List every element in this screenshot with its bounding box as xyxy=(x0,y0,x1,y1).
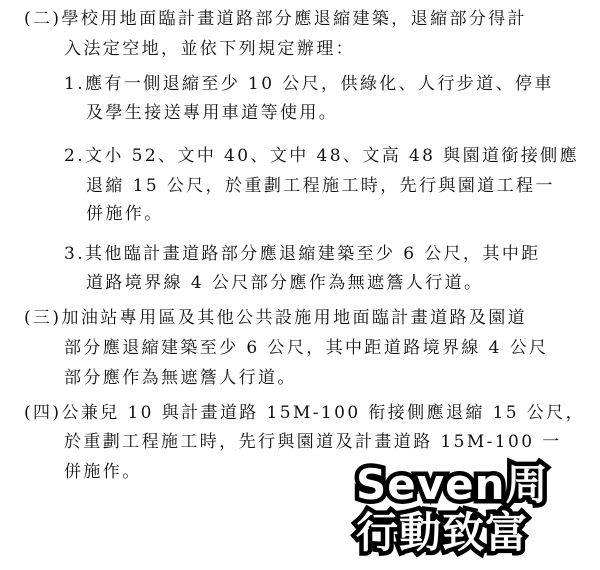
clause-2-line-1: (二)學校用地面臨計畫道路部分應退縮建築，退縮部分得計 xyxy=(24,9,528,29)
item-2-line-2: 退縮 15 公尺，於重劃工程施工時，先行與園道工程一 xyxy=(86,176,555,196)
watermark-line-1: Seven周 xyxy=(356,460,549,509)
clause-3-line-2: 部分應退縮建築至少 6 公尺，其中距道路境界線 4 公尺 xyxy=(64,338,549,358)
watermark-line-2: 行動致富 xyxy=(356,508,529,557)
clause-2-line-2: 入法定空地，並依下列規定辦理： xyxy=(64,39,355,59)
clause-3-line-1: (三)加油站專用區及其他公共設施用地面臨計畫道路及園道 xyxy=(24,308,528,328)
seven-watermark xyxy=(350,455,596,567)
item-1-line-2: 及學生接送專用車道等使用。 xyxy=(86,103,339,123)
item-3-line-1: 3.其他臨計畫道路部分應退縮建築至少 6 公尺，其中距 xyxy=(64,244,541,264)
clause-3-line-3: 部分應作為無遮簷人行道。 xyxy=(64,368,297,388)
clause-4-line-2: 於重劃工程施工時，先行與園道及計畫道路 15M-100 一 xyxy=(64,432,562,452)
item-2-line-3: 併施作。 xyxy=(86,204,164,224)
item-1-line-1: 1.應有一側退縮至少 10 公尺，供綠化、人行步道、停車 xyxy=(64,74,554,94)
clause-4-line-1: (四)公兼兒 10 與計畫道路 15M-100 衔接側應退縮 15 公尺， xyxy=(24,403,585,423)
item-3-line-2: 道路境界線 4 公尺部分應作為無遮簷人行道。 xyxy=(86,273,484,293)
clause-4-line-3: 併施作。 xyxy=(64,462,142,482)
item-2-line-1: 2.文小 52、文中 40、文中 48、文高 48 與園道銜接側應 xyxy=(64,146,579,166)
